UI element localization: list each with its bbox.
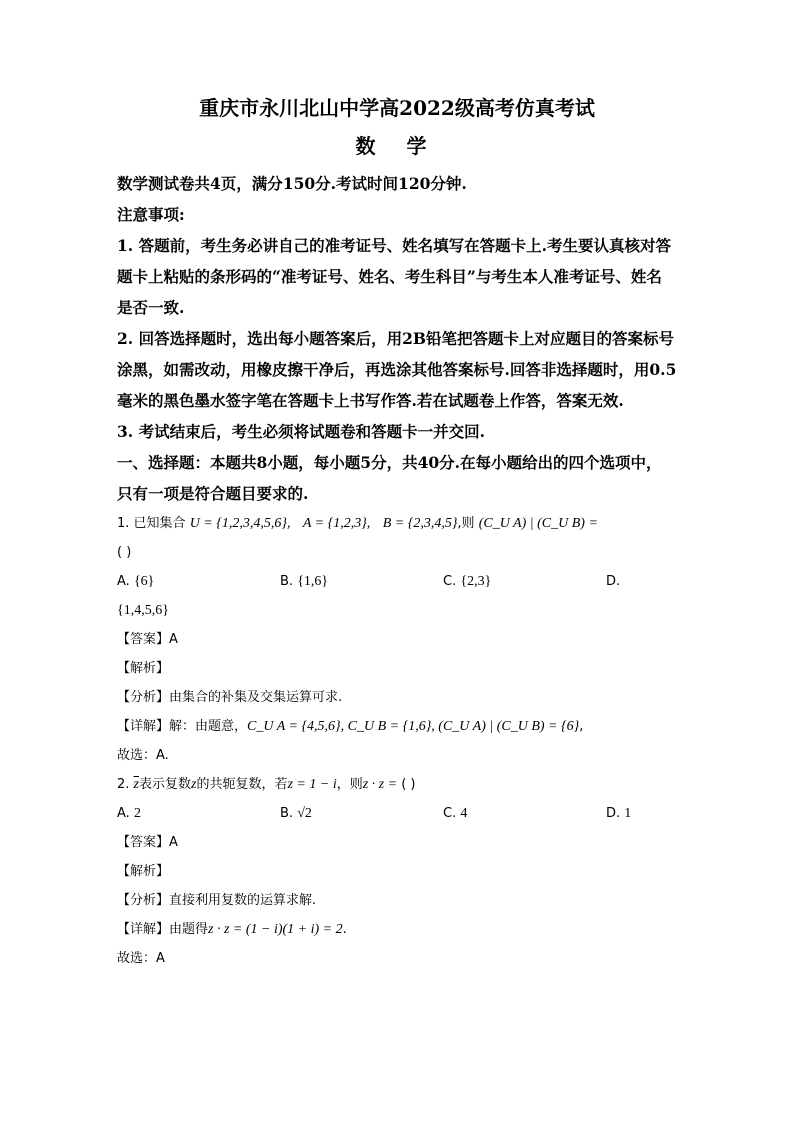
option-label: B. — [280, 574, 294, 589]
q2-options — [117, 799, 677, 828]
notice-label: 注意事项: — [117, 205, 185, 224]
q1-analysis-label: 【解析】 — [117, 661, 170, 676]
q1-xiangjie-math: C_U A = {4,5,6}, C_U B = {1,6}, (C_U A) | (C_U B) = {6} — [247, 719, 580, 734]
option-label: C. — [443, 806, 457, 821]
question-2-stem — [117, 770, 677, 799]
q1-option-b[interactable] — [280, 567, 443, 596]
exam-title: 重庆市永川北山中学高2022级高考仿真考试 — [199, 96, 595, 120]
option-value: 4 — [460, 806, 468, 821]
q1-set-u: U = {1,2,3,4,5,6}, — [189, 516, 291, 531]
q1-prefix: 1. 已知集合 — [117, 516, 186, 531]
q2-mid2: 的共轭复数，若 — [196, 777, 288, 792]
q1-xiangjie-prefix: 【详解】解：由题意， — [117, 719, 248, 734]
q1-set-b: B = {2,3,4,5} — [382, 516, 458, 531]
option-value: {2,3} — [460, 574, 492, 589]
q2-xiangjie — [117, 915, 677, 944]
q2-expression: z · z = — [362, 777, 398, 792]
q2-option-c[interactable] — [443, 799, 606, 828]
q1-xiangjie-suffix: , — [579, 719, 584, 734]
option-value: 1 — [624, 806, 632, 821]
q1-choose: 故选：A. — [117, 748, 169, 763]
q2-option-a[interactable] — [117, 799, 280, 828]
q2-mid3: ，则 — [336, 777, 363, 792]
q1-expression: (C_U A) | (C_U B) = — [478, 516, 598, 531]
q1-option-d-value — [117, 596, 677, 625]
q2-z: z — [191, 777, 197, 792]
option-label: A. — [117, 574, 130, 589]
q2-xiangjie-prefix: 【详解】由题得 — [117, 922, 209, 937]
q1-set-a: A = {1,2,3}, — [302, 516, 371, 531]
option-label: D. — [606, 806, 621, 821]
option-label: B. — [280, 806, 294, 821]
subject-title: 数 学 — [355, 134, 439, 158]
q2-xiangjie-suffix: . — [342, 922, 347, 937]
q2-fenxi: 【分析】直接利用复数的运算求解. — [117, 893, 317, 908]
notice-item-3: 3. 考试结束后，考生必须将试题卷和答题卡一并交回. — [117, 422, 485, 441]
q1-option-a[interactable] — [117, 567, 280, 596]
section-heading: 一、选择题：本题共8小题，每小题5分，共40分.在每小题给出的四个选项中，只有一项是符合题目要求的. — [117, 453, 662, 503]
question-1-stem — [117, 509, 677, 567]
q2-paren: ( ) — [401, 777, 416, 792]
q1-paren: ( ) — [117, 545, 132, 560]
option-value: {1,6} — [297, 574, 329, 589]
exam-info: 数学测试卷共4页，满分150分.考试时间120分钟. — [117, 174, 467, 193]
option-value: √2 — [297, 806, 312, 821]
notice-item-1: 1. 答题前，考生务必讲自己的准考证号、姓名填写在答题卡上.考生要认真核对答题卡上粘贴的条形码的“准考证号、姓名、考生科目”与考生本人准考证号、姓名是否一致. — [117, 236, 671, 317]
q2-answer: 【答案】A — [117, 835, 178, 850]
q1-answer: 【答案】A — [117, 632, 178, 647]
q2-mid: 表示复数 — [139, 777, 192, 792]
q2-option-d[interactable] — [606, 799, 666, 828]
q1-xiangjie — [117, 712, 677, 741]
q2-option-b[interactable] — [280, 799, 443, 828]
q1-option-d-label[interactable]: D. — [606, 574, 621, 589]
q2-prefix: 2. — [117, 777, 130, 792]
q1-option-c[interactable] — [443, 567, 606, 596]
q1-options — [117, 567, 677, 596]
q1-then: ,则 — [457, 516, 475, 531]
option-value: 2 — [133, 806, 141, 821]
option-value: {1,4,5,6} — [117, 603, 169, 618]
q2-choose: 故选：A — [117, 951, 165, 966]
option-value: {6} — [133, 574, 155, 589]
notice-item-2: 2. 回答选择题时，选出每小题答案后，用2B铅笔把答题卡上对应题目的答案标号涂黑，如需改动，用橡皮擦干净后，再选涂其他答案标号.回答非选择题时，用0.5毫米的黑色墨水签字笔在答题卡上书写作答.若在试题卷上作答，答案无效. — [117, 329, 677, 410]
q1-fenxi: 【分析】由集合的补集及交集运算可求. — [117, 690, 343, 705]
option-label: A. — [117, 806, 130, 821]
q2-condition: z = 1 − i — [287, 777, 337, 792]
q2-zbar: $\overline{z}$ — [133, 777, 139, 792]
q2-analysis-label: 【解析】 — [117, 864, 170, 879]
option-label: C. — [443, 574, 457, 589]
q2-xiangjie-math: z · z = (1 − i)(1 + i) = 2 — [208, 922, 343, 937]
